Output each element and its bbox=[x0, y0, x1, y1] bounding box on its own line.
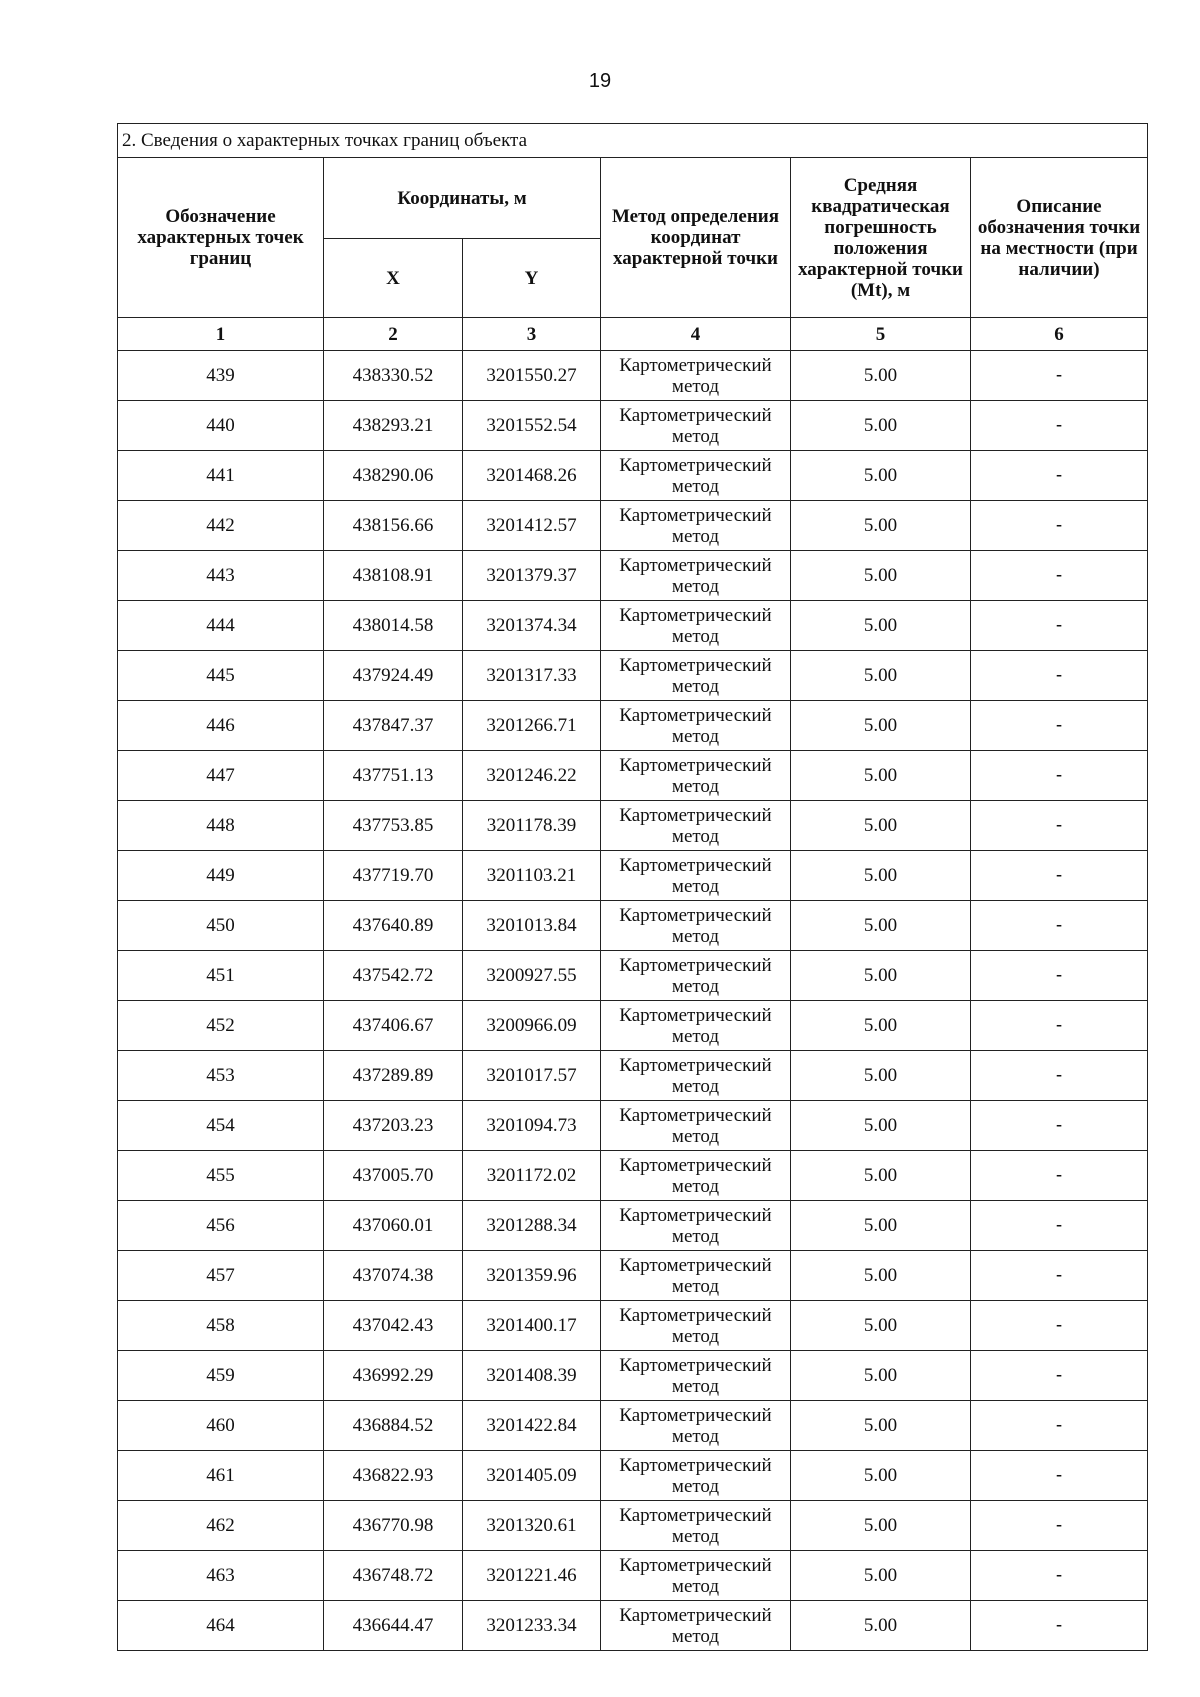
x-coordinate-cell: 437042.43 bbox=[324, 1301, 463, 1351]
method-line: метод bbox=[671, 425, 720, 447]
description-cell: - bbox=[971, 501, 1148, 551]
method-cell bbox=[601, 851, 791, 901]
method-line: метод bbox=[671, 675, 720, 697]
error-cell: 5.00 bbox=[791, 1151, 971, 1201]
error-cell: 5.00 bbox=[791, 751, 971, 801]
y-coordinate-cell: 3201266.71 bbox=[463, 701, 601, 751]
method-line: Картометрический bbox=[619, 1104, 772, 1126]
x-coordinate-cell: 438330.52 bbox=[324, 351, 463, 401]
method-line: метод bbox=[671, 1025, 720, 1047]
method-line: Картометрический bbox=[619, 754, 772, 776]
x-coordinate-cell: 437542.72 bbox=[324, 951, 463, 1001]
point-id-cell: 441 bbox=[118, 451, 324, 501]
method-line: Картометрический bbox=[619, 704, 772, 726]
method-cell bbox=[601, 351, 791, 401]
table-row bbox=[118, 701, 1148, 751]
error-cell: 5.00 bbox=[791, 951, 971, 1001]
description-cell: - bbox=[971, 1551, 1148, 1601]
description-cell: - bbox=[971, 1601, 1148, 1651]
method-line: Картометрический bbox=[619, 854, 772, 876]
method-line: Картометрический bbox=[619, 554, 772, 576]
method-cell bbox=[601, 1001, 791, 1051]
table-row bbox=[118, 1551, 1148, 1601]
x-coordinate-cell: 437924.49 bbox=[324, 651, 463, 701]
method-line: метод bbox=[671, 525, 720, 547]
error-cell: 5.00 bbox=[791, 551, 971, 601]
table-row bbox=[118, 751, 1148, 801]
method-line: метод bbox=[671, 375, 720, 397]
table-row bbox=[118, 551, 1148, 601]
method-line: Картометрический bbox=[619, 504, 772, 526]
method-line: Картометрический bbox=[619, 1404, 772, 1426]
error-cell: 5.00 bbox=[791, 1401, 971, 1451]
y-coordinate-cell: 3200966.09 bbox=[463, 1001, 601, 1051]
x-coordinate-cell: 436884.52 bbox=[324, 1401, 463, 1451]
error-cell: 5.00 bbox=[791, 1201, 971, 1251]
table-row bbox=[118, 1251, 1148, 1301]
header-x: X bbox=[324, 239, 463, 318]
y-coordinate-cell: 3201405.09 bbox=[463, 1451, 601, 1501]
description-cell: - bbox=[971, 751, 1148, 801]
y-coordinate-cell: 3201379.37 bbox=[463, 551, 601, 601]
method-cell bbox=[601, 651, 791, 701]
method-line: метод bbox=[671, 1125, 720, 1147]
method-cell bbox=[601, 1501, 791, 1551]
point-id-cell: 456 bbox=[118, 1201, 324, 1251]
y-coordinate-cell: 3201317.33 bbox=[463, 651, 601, 701]
method-cell bbox=[601, 601, 791, 651]
method-line: Картометрический bbox=[619, 1554, 772, 1576]
x-coordinate-cell: 438290.06 bbox=[324, 451, 463, 501]
method-line: метод bbox=[671, 725, 720, 747]
section-title: 2. Сведения о характерных точках границ объекта bbox=[118, 124, 1148, 158]
method-cell bbox=[601, 901, 791, 951]
y-coordinate-cell: 3201017.57 bbox=[463, 1051, 601, 1101]
table-row bbox=[118, 1451, 1148, 1501]
method-cell bbox=[601, 701, 791, 751]
description-cell: - bbox=[971, 651, 1148, 701]
method-line: Картометрический bbox=[619, 804, 772, 826]
x-coordinate-cell: 438156.66 bbox=[324, 501, 463, 551]
header-designation: Обозначение характерных точек границ bbox=[118, 158, 324, 318]
error-cell: 5.00 bbox=[791, 851, 971, 901]
point-id-cell: 451 bbox=[118, 951, 324, 1001]
point-id-cell: 460 bbox=[118, 1401, 324, 1451]
point-id-cell: 444 bbox=[118, 601, 324, 651]
table-row bbox=[118, 1301, 1148, 1351]
y-coordinate-cell: 3201172.02 bbox=[463, 1151, 601, 1201]
y-coordinate-cell: 3201246.22 bbox=[463, 751, 601, 801]
method-cell bbox=[601, 1601, 791, 1651]
x-coordinate-cell: 437074.38 bbox=[324, 1251, 463, 1301]
boundary-points-table bbox=[117, 123, 1148, 1651]
method-line: метод bbox=[671, 875, 720, 897]
table-row bbox=[118, 1601, 1148, 1651]
method-line: метод bbox=[671, 1475, 720, 1497]
x-coordinate-cell: 437719.70 bbox=[324, 851, 463, 901]
y-coordinate-cell: 3201233.34 bbox=[463, 1601, 601, 1651]
point-id-cell: 464 bbox=[118, 1601, 324, 1651]
y-coordinate-cell: 3201013.84 bbox=[463, 901, 601, 951]
method-line: метод bbox=[671, 1175, 720, 1197]
method-line: метод bbox=[671, 775, 720, 797]
description-cell: - bbox=[971, 1151, 1148, 1201]
description-cell: - bbox=[971, 601, 1148, 651]
method-line: Картометрический bbox=[619, 454, 772, 476]
error-cell: 5.00 bbox=[791, 1051, 971, 1101]
x-coordinate-cell: 437060.01 bbox=[324, 1201, 463, 1251]
y-coordinate-cell: 3201103.21 bbox=[463, 851, 601, 901]
column-number: 1 bbox=[118, 318, 324, 351]
point-id-cell: 457 bbox=[118, 1251, 324, 1301]
description-cell: - bbox=[971, 1201, 1148, 1251]
method-line: Картометрический bbox=[619, 1154, 772, 1176]
method-cell bbox=[601, 551, 791, 601]
description-cell: - bbox=[971, 1401, 1148, 1451]
method-cell bbox=[601, 951, 791, 1001]
method-cell bbox=[601, 1351, 791, 1401]
point-id-cell: 440 bbox=[118, 401, 324, 451]
y-coordinate-cell: 3201221.46 bbox=[463, 1551, 601, 1601]
description-cell: - bbox=[971, 351, 1148, 401]
method-line: Картометрический bbox=[619, 1304, 772, 1326]
x-coordinate-cell: 437406.67 bbox=[324, 1001, 463, 1051]
y-coordinate-cell: 3201320.61 bbox=[463, 1501, 601, 1551]
method-line: метод bbox=[671, 1375, 720, 1397]
y-coordinate-cell: 3201374.34 bbox=[463, 601, 601, 651]
method-line: метод bbox=[671, 625, 720, 647]
error-cell: 5.00 bbox=[791, 701, 971, 751]
x-coordinate-cell: 437753.85 bbox=[324, 801, 463, 851]
method-line: метод bbox=[671, 1075, 720, 1097]
x-coordinate-cell: 438014.58 bbox=[324, 601, 463, 651]
x-coordinate-cell: 437751.13 bbox=[324, 751, 463, 801]
point-id-cell: 459 bbox=[118, 1351, 324, 1401]
point-id-cell: 445 bbox=[118, 651, 324, 701]
method-line: Картометрический bbox=[619, 1204, 772, 1226]
y-coordinate-cell: 3201422.84 bbox=[463, 1401, 601, 1451]
description-cell: - bbox=[971, 1501, 1148, 1551]
header-description: Описание обозначения точки на местности (при наличии) bbox=[971, 158, 1148, 318]
point-id-cell: 462 bbox=[118, 1501, 324, 1551]
method-line: Картометрический bbox=[619, 1504, 772, 1526]
method-line: Картометрический bbox=[619, 1054, 772, 1076]
description-cell: - bbox=[971, 1001, 1148, 1051]
column-number: 3 bbox=[463, 318, 601, 351]
error-cell: 5.00 bbox=[791, 1301, 971, 1351]
description-cell: - bbox=[971, 801, 1148, 851]
point-id-cell: 454 bbox=[118, 1101, 324, 1151]
table-row bbox=[118, 401, 1148, 451]
error-cell: 5.00 bbox=[791, 801, 971, 851]
method-line: Картометрический bbox=[619, 1354, 772, 1376]
error-cell: 5.00 bbox=[791, 1451, 971, 1501]
table-row bbox=[118, 1351, 1148, 1401]
table-row bbox=[118, 501, 1148, 551]
method-line: метод bbox=[671, 1225, 720, 1247]
method-line: метод bbox=[671, 1525, 720, 1547]
method-line: Картометрический bbox=[619, 404, 772, 426]
table-row bbox=[118, 951, 1148, 1001]
table-row bbox=[118, 1501, 1148, 1551]
description-cell: - bbox=[971, 551, 1148, 601]
table-row bbox=[118, 1201, 1148, 1251]
table-row bbox=[118, 851, 1148, 901]
method-cell bbox=[601, 751, 791, 801]
method-cell bbox=[601, 1301, 791, 1351]
point-id-cell: 461 bbox=[118, 1451, 324, 1501]
method-line: Картометрический bbox=[619, 654, 772, 676]
column-number: 4 bbox=[601, 318, 791, 351]
point-id-cell: 446 bbox=[118, 701, 324, 751]
table-row bbox=[118, 1151, 1148, 1201]
method-line: метод bbox=[671, 1625, 720, 1647]
point-id-cell: 453 bbox=[118, 1051, 324, 1101]
point-id-cell: 452 bbox=[118, 1001, 324, 1051]
error-cell: 5.00 bbox=[791, 601, 971, 651]
description-cell: - bbox=[971, 1051, 1148, 1101]
error-cell: 5.00 bbox=[791, 651, 971, 701]
y-coordinate-cell: 3201468.26 bbox=[463, 451, 601, 501]
x-coordinate-cell: 436748.72 bbox=[324, 1551, 463, 1601]
description-cell: - bbox=[971, 951, 1148, 1001]
table-row bbox=[118, 451, 1148, 501]
table-row bbox=[118, 1401, 1148, 1451]
description-cell: - bbox=[971, 451, 1148, 501]
x-coordinate-cell: 437203.23 bbox=[324, 1101, 463, 1151]
error-cell: 5.00 bbox=[791, 451, 971, 501]
error-cell: 5.00 bbox=[791, 1351, 971, 1401]
y-coordinate-cell: 3200927.55 bbox=[463, 951, 601, 1001]
x-coordinate-cell: 436644.47 bbox=[324, 1601, 463, 1651]
method-line: Картометрический bbox=[619, 1454, 772, 1476]
point-id-cell: 447 bbox=[118, 751, 324, 801]
header-method: Метод определения координат характерной точки bbox=[601, 158, 791, 318]
table-row bbox=[118, 901, 1148, 951]
method-line: метод bbox=[671, 1275, 720, 1297]
method-cell bbox=[601, 451, 791, 501]
method-line: метод bbox=[671, 925, 720, 947]
method-line: метод bbox=[671, 975, 720, 997]
method-line: метод bbox=[671, 475, 720, 497]
table-row bbox=[118, 601, 1148, 651]
x-coordinate-cell: 437640.89 bbox=[324, 901, 463, 951]
table-body bbox=[118, 351, 1148, 1651]
column-number: 2 bbox=[324, 318, 463, 351]
description-cell: - bbox=[971, 1301, 1148, 1351]
method-line: Картометрический bbox=[619, 1004, 772, 1026]
error-cell: 5.00 bbox=[791, 1601, 971, 1651]
description-cell: - bbox=[971, 1451, 1148, 1501]
point-id-cell: 450 bbox=[118, 901, 324, 951]
method-cell bbox=[601, 801, 791, 851]
method-line: Картометрический bbox=[619, 1254, 772, 1276]
method-line: Картометрический bbox=[619, 354, 772, 376]
header-coordinates: Координаты, м bbox=[324, 158, 601, 239]
method-cell bbox=[601, 1101, 791, 1151]
x-coordinate-cell: 436770.98 bbox=[324, 1501, 463, 1551]
point-id-cell: 449 bbox=[118, 851, 324, 901]
error-cell: 5.00 bbox=[791, 1501, 971, 1551]
column-number: 5 bbox=[791, 318, 971, 351]
x-coordinate-cell: 437289.89 bbox=[324, 1051, 463, 1101]
y-coordinate-cell: 3201178.39 bbox=[463, 801, 601, 851]
x-coordinate-cell: 438108.91 bbox=[324, 551, 463, 601]
error-cell: 5.00 bbox=[791, 1251, 971, 1301]
header-y: Y bbox=[463, 239, 601, 318]
description-cell: - bbox=[971, 1351, 1148, 1401]
table-row bbox=[118, 651, 1148, 701]
page-number: 19 bbox=[588, 70, 612, 92]
point-id-cell: 463 bbox=[118, 1551, 324, 1601]
point-id-cell: 455 bbox=[118, 1151, 324, 1201]
y-coordinate-cell: 3201359.96 bbox=[463, 1251, 601, 1301]
y-coordinate-cell: 3201094.73 bbox=[463, 1101, 601, 1151]
method-line: метод bbox=[671, 1575, 720, 1597]
description-cell: - bbox=[971, 851, 1148, 901]
x-coordinate-cell: 436992.29 bbox=[324, 1351, 463, 1401]
method-cell bbox=[601, 1251, 791, 1301]
method-line: метод bbox=[671, 1425, 720, 1447]
method-line: Картометрический bbox=[619, 954, 772, 976]
header-error: Средняя квадратическая погрешность положения характерной точки (Mt), м bbox=[791, 158, 971, 318]
method-line: метод bbox=[671, 575, 720, 597]
method-cell bbox=[601, 401, 791, 451]
error-cell: 5.00 bbox=[791, 1551, 971, 1601]
method-cell bbox=[601, 1401, 791, 1451]
method-cell bbox=[601, 1201, 791, 1251]
column-number: 6 bbox=[971, 318, 1148, 351]
x-coordinate-cell: 438293.21 bbox=[324, 401, 463, 451]
error-cell: 5.00 bbox=[791, 1001, 971, 1051]
point-id-cell: 443 bbox=[118, 551, 324, 601]
table-row bbox=[118, 801, 1148, 851]
y-coordinate-cell: 3201550.27 bbox=[463, 351, 601, 401]
method-cell bbox=[601, 1451, 791, 1501]
description-cell: - bbox=[971, 901, 1148, 951]
error-cell: 5.00 bbox=[791, 351, 971, 401]
point-id-cell: 458 bbox=[118, 1301, 324, 1351]
y-coordinate-cell: 3201400.17 bbox=[463, 1301, 601, 1351]
method-cell bbox=[601, 1051, 791, 1101]
y-coordinate-cell: 3201552.54 bbox=[463, 401, 601, 451]
description-cell: - bbox=[971, 701, 1148, 751]
method-cell bbox=[601, 501, 791, 551]
x-coordinate-cell: 436822.93 bbox=[324, 1451, 463, 1501]
error-cell: 5.00 bbox=[791, 901, 971, 951]
method-cell bbox=[601, 1151, 791, 1201]
table-row bbox=[118, 1101, 1148, 1151]
method-line: метод bbox=[671, 1325, 720, 1347]
y-coordinate-cell: 3201412.57 bbox=[463, 501, 601, 551]
method-line: Картометрический bbox=[619, 604, 772, 626]
error-cell: 5.00 bbox=[791, 401, 971, 451]
y-coordinate-cell: 3201288.34 bbox=[463, 1201, 601, 1251]
column-number-row bbox=[118, 318, 1148, 351]
x-coordinate-cell: 437847.37 bbox=[324, 701, 463, 751]
error-cell: 5.00 bbox=[791, 501, 971, 551]
method-cell bbox=[601, 1551, 791, 1601]
table-row bbox=[118, 1051, 1148, 1101]
point-id-cell: 448 bbox=[118, 801, 324, 851]
x-coordinate-cell: 437005.70 bbox=[324, 1151, 463, 1201]
table-row bbox=[118, 351, 1148, 401]
point-id-cell: 442 bbox=[118, 501, 324, 551]
description-cell: - bbox=[971, 401, 1148, 451]
method-line: Картометрический bbox=[619, 904, 772, 926]
method-line: Картометрический bbox=[619, 1604, 772, 1626]
table-row bbox=[118, 1001, 1148, 1051]
point-id-cell: 439 bbox=[118, 351, 324, 401]
method-line: метод bbox=[671, 825, 720, 847]
y-coordinate-cell: 3201408.39 bbox=[463, 1351, 601, 1401]
error-cell: 5.00 bbox=[791, 1101, 971, 1151]
description-cell: - bbox=[971, 1251, 1148, 1301]
description-cell: - bbox=[971, 1101, 1148, 1151]
